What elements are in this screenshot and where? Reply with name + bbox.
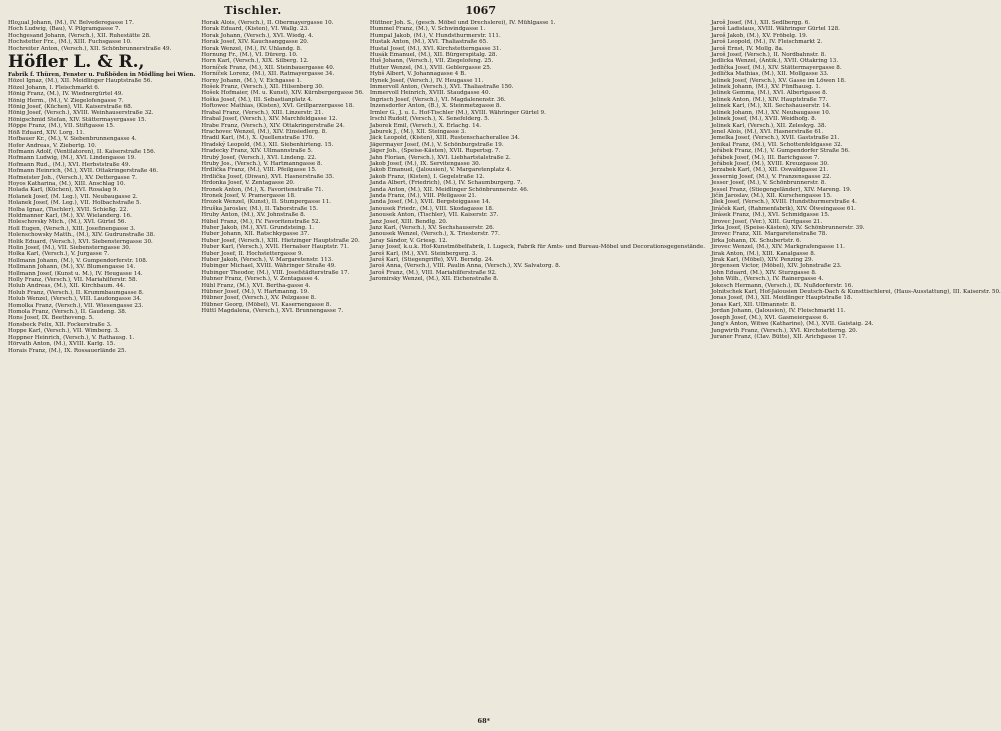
directory-entry: Jakob Emanuel, (Jalousien), V. Margaretenplatz 4. [369, 167, 512, 174]
directory-entry: Honsbeck Felix, XII. Fockerstraße 3. [8, 321, 112, 328]
directory-entry: Jirka Johann, IX. Schubertstr. 6. [711, 237, 802, 244]
directory-entry: Höß Eduard, XIV. Lorg. 11. [8, 129, 85, 136]
directory-entry: Janda Josef, (M.), XVII. Bergsteiggasse 14. [369, 199, 491, 206]
directory-entry: Jareš Karl, (M.), XVI. Steinbergerg. 3. [369, 250, 478, 257]
directory-entry: Jaroš Jakob, (M.), XV. Fröbelg. 19. [711, 32, 808, 39]
directory-entry: Hoyos Katharina, (M.), XIII. Anschlag 10. [8, 180, 126, 187]
directory-entry: Jeřábek Franz, (M.), V. Gumpendorfer Straße 56. [711, 148, 850, 155]
directory-entry: Holeschovsky Mich., (M.), XVI. Gürtel 56. [8, 219, 127, 226]
directory-entry: Hradil Karl, (M.), X. Quellenstraße 170. [201, 135, 315, 142]
directory-entry: Jaroš Leopold, (M.), IV. Fleischmarkt 2. [711, 39, 823, 46]
directory-entry: Juraner Franz, (Clav. Bütte), XII. Arichgasse 17. [711, 333, 848, 340]
directory-entry: Jaroš Anna, (Versch.), VIII. Paulin Anna, (Versch.), XV. Salvatorg. 8. [369, 263, 561, 270]
directory-entry: Jedlicka Wenzel, (Antik.), XVII. Ottakring 13. [711, 58, 839, 65]
directory-entry: Jenel Alois, (M.), XVI. Hasnerstraße 61. [711, 128, 824, 135]
directory-entry: Jakob Franz, (Kisten), I. Gegelstraße 12. [369, 173, 485, 180]
directory-entry: Janda Anton, (M.), XII. Meidlinger Schönbrunnerstr. 46. [369, 186, 529, 193]
directory-entry: Hornung Fr., (M.), VI. Dürerg. 10. [201, 52, 298, 59]
directory-entry: Jaray Josef, k.u.k. Hof-Kunstmöbelfabrik, I. Lugeck, Fabrik für Amts- und Bureau-Möbel und Decorationsgegenstände. [369, 244, 706, 251]
directory-entry: Jerzabek Karl, (M.), XII. Oswaldgasse 21. [711, 167, 829, 174]
directory-entry: Hörvath Anton, (M.), XVIII. Karlg. 15. [8, 341, 116, 348]
directory-entry: Immervoll Anton, (Versch.), XVI. Thaliastraße 150. [369, 84, 514, 91]
directory-entry: Janousek Friedr., (M.), VIII. Skodagasse 18. [369, 205, 494, 212]
directory-entry: Jelinek Josef, (Versch.), XV. Gasse im Löwen 18. [711, 77, 846, 84]
directory-entry: Hözel Ignaz, (M.), XII. Meidlinger Hauptstraße 56. [8, 78, 153, 85]
directory-entry: Horak Eduard, (Kisten), VI. Wallg. 23. [201, 26, 310, 33]
directory-entry: Jakob Josef, (M.), IX. Servitengasse 30. [369, 160, 481, 167]
directory-entry: Jirka Josef, (Speise-Kästen), XIV. Schönbrunnerstr. 39. [711, 225, 865, 231]
directory-entry: Hustal Josef, (M.), XVI. Kirchstetterngasse 31. [369, 45, 502, 52]
directory-entry: Hübner Josef, (Versch.), XV. Pelzgasse 8. [201, 295, 316, 302]
directory-entry: Hons Josef, IX. Beethoveng. 5. [8, 315, 94, 322]
directory-entry: Jaroš Ernst, IV. Mollg. 8a. [711, 45, 784, 52]
directory-entry: Hofmann Heinrich, (M.), XVII. Ottakringerstraße 46. [8, 168, 158, 175]
directory-entry: John Wilh., (Versch.), IV. Rainergasse 4. [711, 276, 824, 283]
directory-entry: Immervoll Heinrich, XVIII. Staudgasse 40. [369, 90, 491, 97]
directory-entry: John Eduard, (M.), XIV. Sturzgasse 8. [711, 269, 817, 276]
directory-entry: Jirovec Franz, XII. Margaretenstraße 78. [711, 231, 828, 238]
directory-entry: Holub Franz, (Versch.), II. Krummbaumgasse 8. [8, 289, 144, 296]
directory-entry: Holka Karl, (Versch.), V. Jurgasse 7. [8, 251, 110, 258]
directory-entry: Jonas Karl, XII. Ullmannstr. 8. [711, 301, 796, 308]
directory-entry: Hrdlička Franz, (M.), VIII. Pfeilgasse 15. [201, 167, 317, 174]
column-4 [711, 20, 1001, 720]
directory-entry: Horak Johann, (Versch.), XVI. Wiedg. 4. [201, 32, 314, 39]
directory-entry: Hrabe Franz, (Versch.), XIV. Ottakringerstraße 24. [201, 122, 345, 129]
directory-entry: Janda Albert, (Friedrich), (M.), IV. Schaumburgerg. 7. [369, 180, 523, 187]
directory-entry: Hübner Josef, (M.), V. Hartmanng. 19. [201, 289, 309, 296]
directory-entry: Jirovec Wenzel, (M.), XIV. Markgrafengasse 11. [711, 244, 845, 251]
directory-entry: Ingrisch Josef, (Versch.), VI. Magdalenenstr. 36. [369, 96, 506, 103]
directory-entry: Holanek Josef, (M. Leg.), VII. Neubaugasse 2. [8, 193, 138, 200]
directory-entry: Hübel Franz, (M.), IV. Favoritenstraße 52. [201, 218, 321, 225]
directory-entry: Jaburek J., (M.), XII. Steingasse 3. [369, 128, 467, 135]
directory-entry: Jelinek Johann, (M.), XV. Fünfhausg. 1. [711, 84, 821, 91]
directory-entry: Holada Karl, (Küchen), XVI. Rosalag 9. [8, 187, 119, 194]
directory-entry: Jordan Johann, (Jalousien), IV. Fleischmarkt 11. [711, 308, 846, 315]
page-header [8, 4, 498, 18]
directory-entry: Jiráček Karl, (Rahmenfabrik), XIV. Ölweingasse 61. [711, 205, 856, 212]
directory-entry: Höppe Franz, (M.), VII. Stiftgasse 15. [8, 123, 115, 130]
page-title: Tischler. [224, 4, 282, 17]
directory-entry: Hollmann Josef, (Kunst u. M.), IV. Heugasse 14. [8, 270, 143, 277]
directory-entry: Hönig Josef, (Versch.), XVIII. Weinhauserstraße 32. [8, 110, 154, 117]
directory-entry: Hofmeister Joh., (Versch.), XV. Dettergasse 7. [8, 174, 137, 181]
directory-entry: Jessernig Josef, (M.), V. Franzensgasse 22. [711, 173, 832, 180]
directory-entry: Hubinger Theodor, (M.), VIII. Josefstädterstraße 17. [201, 269, 350, 276]
directory-entry: Irmler G., J. u. L. Hof-Tischler (M.), XVIII. Währinger Gürtel 9. [369, 109, 546, 116]
directory-entry: Jílek Josef, (Versch.), XVIII. Hundsthurmerstraße 4. [711, 199, 857, 206]
directory-entry: Hofbauer Kr., (M.), V. Siebenbrunnengasse 4. [8, 136, 137, 143]
directory-entry: Jemelka Josef, (Versch.), XVII. Gaststraße 21. [711, 135, 840, 142]
directory-entry: Hrachovec Wenzel, (M.), XIV. Einsiedlerg. 8. [201, 128, 327, 135]
directory-entry: Hönigschmid Stefan, XIV. Stättermayergasse 15. [8, 116, 147, 123]
directory-entry: Hollmann Johann, (M.), XV. Blumengasse 14. [8, 264, 136, 271]
directory-entry: Jaroš Franz, (M.), VIII. Mariahilferstraße 92. [369, 269, 497, 276]
directory-entry: Hruby Jos., (Versch.), V. Hartmanngasse 8. [201, 160, 323, 167]
directory-entry: Jaroš Josef, (Versch.), II. Nordbahnstr. 8. [711, 52, 827, 59]
directory-entry: Huber Karl, (Versch.), XVII. Hernalser Hauptstr. 71. [201, 244, 349, 251]
directory-entry: Hübl Franz, (M.), XVI. Bertha-gasse 4. [201, 282, 311, 289]
directory-entry: Jelinek Anton, (M.), XIV. Hauptstraße 77. [711, 96, 828, 103]
column-3 [370, 20, 705, 720]
directory-entry: Janda Franz, (M.), VIII. Pfeilgasse 21. [369, 192, 477, 199]
directory-entry: Jirásek Franz, (M.), XVI. Schmidgasse 15. [711, 212, 830, 219]
directory-entry: Jörgensen Victor, (Möbel), XIV. Johnstraße 23. [711, 263, 842, 270]
directory-entry: Huber Johann, XII. Ratschkygasse 37. [201, 231, 310, 238]
directory-entry: Humpal Jakob, (M.), V. Hundsthurmerstr. 111. [369, 32, 501, 39]
directory-entry: Hübner Georg, (Möbel), VI. Kasernengasse 8. [201, 301, 332, 308]
directory-entry: Joseph Josef, (M.), XVI. Gasmeiergasse 6. [711, 314, 829, 321]
directory-entry: Holly Franz, (Versch.), VII. Mariahilferstr. 58. [8, 277, 138, 284]
directory-entry: Jahn Florian, (Versch.), XVI. Liebhartstalstraße 2. [369, 154, 511, 161]
directory-entry: Fabrik f. Thüren, Fenster u. Fußböden in Mödling bei Wien. [8, 72, 196, 79]
directory-entry: Hüttner Joh. S., (gesch. Möbel und Drechslerei), IV. Mühlgasse 1. [369, 20, 556, 26]
directory-entry: Hronek Josef, V. Pramergasse 18. [201, 192, 296, 199]
directory-entry: Hummel Franz, (M.), V. Schwindgasse 1. [369, 26, 486, 33]
directory-entry: Hruška Jaroslav, (M.), II. Taborstraße 15. [201, 205, 318, 212]
directory-entry: Jaromirsky Wenzel, (M.), XII. Eichenstraße 8. [369, 276, 499, 283]
directory-entry: Hofmann Rud., (M.), XVI. Herbststraße 49. [8, 161, 131, 168]
directory-entry: Jelinek Karl, (Versch.), XII. Zeleskyg. 38. [711, 122, 827, 129]
directory-entry: Hrdlička Josef, (Diwan), XVI. Hasnerstraße 35. [201, 173, 335, 180]
directory-entry: Hoppner Heinrich, (Versch.), V. Rathausg. 1. [8, 334, 135, 341]
directory-entry: Hustak Anton, (M.), XVI. Thaliastraße 65. [369, 39, 488, 46]
directory-entry: Irschl Rudolf, (Versch.), X. Senefelderg. 5. [369, 116, 490, 123]
directory-entry: Hubinger Michael, XVIII. Währinger Straße 49. [201, 263, 336, 270]
directory-entry: Jirak Anton, (M.), XIII. Kanalgasse 8. [711, 250, 816, 257]
directory-entry: Holanek Josef, (M. Leg.), VII. Holbachstraße 5. [8, 200, 142, 207]
directory-entry: Hubner Franz, (Versch.), V. Zentagasse 4. [201, 276, 320, 283]
directory-entry: Hoftowec Mathias, (Kisten), XVI. Grillparzergasse 18. [201, 103, 355, 110]
directory-entry: Huber Josef, (Versch.), XIII. Hietzinger Hauptstraße 20. [201, 237, 360, 244]
directory-entry: Holub Andreas, (M.), XII. Kirchbaum. 44. [8, 283, 126, 290]
directory-entry: Hrubý Josef, (Versch.), XVI. Lindeng. 22. [201, 154, 317, 161]
directory-entry: Hochstetter Frz., (M.), XIII. Fuchsgasse 10. [8, 39, 132, 46]
directory-entry: Jelinek Gemma, (M.), XVI. Albertgasse 8. [711, 90, 828, 97]
directory-entry: Jelinek Karl, (M.), XII. Sechshauserstr. 14. [711, 103, 831, 110]
directory-entry: Homolka Franz, (Versch.), VII. Wiesengasse 23. [8, 302, 144, 309]
directory-entry: Holub Wenzel, (Versch.), VIII. Laudongasse 34. [8, 296, 142, 303]
directory-entry: Janz Karl, (Versch.), XV. Sechshauserstr. 26. [369, 225, 495, 231]
directory-entry: Jesser Josef, (M.), V. Schönbrunnerstr. 8. [711, 180, 827, 187]
directory-entry: Hüttl Magdalena, (Versch.), XVI. Brunnengasse 7. [201, 308, 344, 315]
directory-entry: Jaroš Josef, (M.), XII. Sedlbergg. 6. [711, 20, 811, 26]
page-number: 1067 [465, 4, 496, 17]
directory-entry: Holl Eugen, (Versch.), XIII. Josefinengasse 3. [8, 225, 136, 232]
directory-entry: Jareš Karl, (Stiegengriffe), XVI. Berndg. 24. [369, 257, 494, 264]
directory-entry: Hrdonka Josef, V. Zentagasse 20. [201, 180, 295, 187]
directory-entry: Jonas Josef, (M.), XII. Meidlinger Hauptstraße 18. [711, 295, 853, 302]
directory-entry: Horais Franz, (M.), IX. Rossauerlände 25. [8, 347, 127, 354]
directory-entry: Jedlička Josef, (M.), XIV. Stättermayergasse 8. [711, 64, 842, 71]
directory-entry: Jičín Jaroslav, (M.), XII. Kurschengasse 15. [711, 192, 832, 199]
directory-entry: Jirak Karl, (Möbel), XIV. Penzing 29. [711, 257, 814, 264]
directory-entry: Hutter Wenzel, (M.), XVII. Geblergasse 25. [369, 64, 492, 71]
directory-entry: Jokesch Hermann, (Versch.), IX. Nußdorferstr. 16. [711, 282, 854, 289]
directory-entry: Holenschowsky Matth., (M.), XIV. Gudrunstraße 38. [8, 232, 156, 239]
directory-entry: Hönig Herm., (M.), V. Ziegelofengasse 7. [8, 97, 124, 104]
directory-entry: Hönig Josef, (Küchen), VII. Kaiserstraße 68. [8, 104, 133, 111]
column-2 [201, 20, 364, 720]
directory-entry: Horníček Lorenz, (M.), XII. Ratmayergasse 34. [201, 71, 335, 78]
directory-entry: Jaroš Ladislaus, XVIII. Währinger Gürtel 128. [711, 26, 840, 33]
directory-entry: Jaray Sándor, V. Griesg. 12. [369, 237, 448, 244]
directory-entry: Huber Jakob, (M.), XVI. Grundsteing. 1. [201, 225, 315, 231]
directory-entry: Jolnitschek Karl, Hof-Jalousien Deutsch-Dach & Kunsttischlerei, (Haus-Ausstattung), III. Kaiserstr. 50. [711, 289, 1001, 296]
directory-entry: Hrozek Wenzel, (Kunst), II. Stumpergasse 11. [201, 199, 331, 206]
directory-entry: Hoppe Karl, (Versch.), VII. Wimberg. 3. [8, 328, 120, 335]
directory-entry: Höfler L. & R., [8, 52, 145, 73]
directory-entry: Janz Josef, XIII. Bendlg. 20. [369, 218, 448, 225]
directory-entry: Jung's Anton, Witwe (Katharine), (M.), XVII. Gaistaig. 24. [711, 321, 874, 328]
directory-entry: Jungwirth Franz, (Versch.), XVI. Kirchstetterng. 20. [711, 327, 858, 334]
entry-columns [8, 20, 1001, 720]
directory-entry: Hradecky Franz, XIV. Ullmannstraße 5. [201, 148, 313, 155]
directory-entry: Horníček Franz, (M.), XII. Steinbauergasse 40. [201, 64, 335, 71]
directory-entry: Hochgesand Johann, (Versch.), XII. Ruhestätte 28. [8, 32, 151, 39]
directory-entry: Hynek Josef, (Versch.), IV. Heugasse 11. [369, 77, 484, 84]
directory-entry: Hošek Hofmaier, (M. u. Kunst), XIV. Kürnbergergasse 56. [201, 90, 364, 97]
directory-entry: Jägermayer Josef, (M.), V. Schönburgstraße 19. [369, 141, 504, 148]
directory-entry: Hrabal Franz, (Versch.), XIII. Linzerstr. 21. [201, 109, 324, 116]
directory-entry: Holba Ignaz, (Tischler), XVII. Schießg. 22. [8, 206, 129, 213]
directory-entry: Hošek Franz, (Versch.), XII. Hilsenberg 30. [201, 84, 324, 91]
directory-entry: Hruby Anton, (M.), XV. Johnstraße 8. [201, 212, 306, 219]
directory-entry: Hofmann Ludwig, (M.), XVI. Lindengasse 19. [8, 155, 137, 162]
directory-entry: Homola Franz, (Versch.), II. Gaudeng. 38. [8, 309, 127, 316]
directory-entry: Horn Karl, (Versch.), XIX. Silberg. 12. [201, 58, 309, 65]
directory-entry: Hollmann Johann, (M.), V. Gumpendorferstr. 108. [8, 257, 148, 264]
directory-entry: Jäck Leopold, (Kisten), XIII. Rustenschacherallee 34. [369, 135, 520, 142]
directory-entry: Jirovec Josef, (Ver.), XIII. Gurtgasse 21. [711, 218, 823, 225]
directory-entry: Jeřábek Josef, (M.), III. Barichgasse 7. [711, 154, 820, 161]
directory-entry: Inzensdorfer Anton, (B.), X. Steinmetzgasse 8. [369, 103, 502, 110]
directory-entry: Janousek Wenzel, (Versch.), X. Triesterstr. 77. [369, 231, 500, 238]
directory-entry: Hloᵹual Johann, (M.), IV. Belvederegasse 17. [8, 20, 134, 26]
directory-entry: Huber Jakob, (Versch.), V. Margaretenstr. 113. [201, 257, 334, 264]
directory-entry: Hoch Ludwig, (Bau), V. Pilgramgasse 7. [8, 26, 121, 33]
directory-entry: Hrabal Josef, (Versch.), XIV. Marchfeldgasse 12. [201, 116, 338, 123]
signature-mark: 68* [477, 717, 490, 725]
directory-entry: Horak Alois, (Versch.), II. Obermayergasse 10. [201, 20, 334, 26]
directory-entry: Hofmann Adolf, (Ventilatoren), II. Kaiserstraße 156. [8, 148, 156, 155]
directory-entry: Hochreiter Anton, (Versch.), XII. Schönbrunnerstraße 49. [8, 45, 172, 52]
directory-entry: Hofer Andreas, V. Ziebertg. 10. [8, 142, 97, 149]
directory-entry: Jedlička Mathias, (M.), XII. Mollgasse 33. [711, 71, 829, 78]
directory-entry: Huš Johann, (Versch.), VII. Ziegelofeng. 25. [369, 58, 494, 65]
directory-entry: Huber Josef, II. Hochstettergasse 9. [201, 250, 304, 257]
directory-entry: Jessel Franz, (Stiegengeländer), XIV. Mareng. 19. [711, 186, 852, 193]
directory-entry: Horak Josef, XIV. Kauchsanggasse 20. [201, 39, 309, 46]
directory-entry: Jäger Joh., (Speise-Kästen), XVII. Rupertsg. 7. [369, 148, 501, 155]
directory-entry: Holik Eduard, (Versch.), XVI. Siebensterngasse 30. [8, 238, 153, 245]
directory-entry: Hoška Josef, (M.), III. Sebastianplatz 4. [201, 96, 313, 103]
directory-entry: Janousek Anton, (Tischler), VII. Kaiserstr. 37. [369, 212, 499, 219]
directory-entry: Jelinek Josef, (M.), XVII. Weidhofg. 8. [711, 116, 817, 123]
directory-entry: Hözel Johann, I. Fleischmarkt 6. [8, 84, 100, 91]
directory-entry: Hybš Albert, V. Johannagasse 4 B. [369, 71, 466, 78]
directory-entry: Hronek Anton, (M.), X. Favoritenstraße 71. [201, 186, 324, 193]
directory-entry: Horak Wenzel, (M.), IV. Uhlandg. 8. [201, 45, 302, 52]
directory-entry: Jeřábek Josef, (M.), XVIII. Kreuzgasse 30. [711, 160, 829, 167]
directory-entry: Horny Johann, (M.), V. Eichgasse 1. [201, 77, 302, 84]
column-1 [8, 20, 195, 720]
directory-entry: Holin Josef, (M.), VII. Siebensterngasse 30. [8, 245, 131, 251]
directory-entry: Hradský Leopold, (M.), XII. Siebenhirteng. 15. [201, 141, 334, 148]
directory-entry: Jaborek Emil, (Versch.), X. Erlachg. 14. [369, 122, 482, 129]
directory-entry: Jenikal Franz, (M.), VII. Schottenfeldgasse 32. [711, 141, 843, 148]
directory-entry: Husák Emanuel, (M.), XII. Bürgerspitalg. 28. [369, 52, 498, 59]
directory-entry: Jelinek Johann, (M.), XV. Neubaugasse 10. [711, 109, 831, 116]
directory-entry: Hönig Franz, (M.), IV. Wiednergürtel 49. [8, 91, 124, 98]
directory-entry: Holdmanner Karl, (M.), XV. Wielanderg. 16. [8, 212, 132, 219]
